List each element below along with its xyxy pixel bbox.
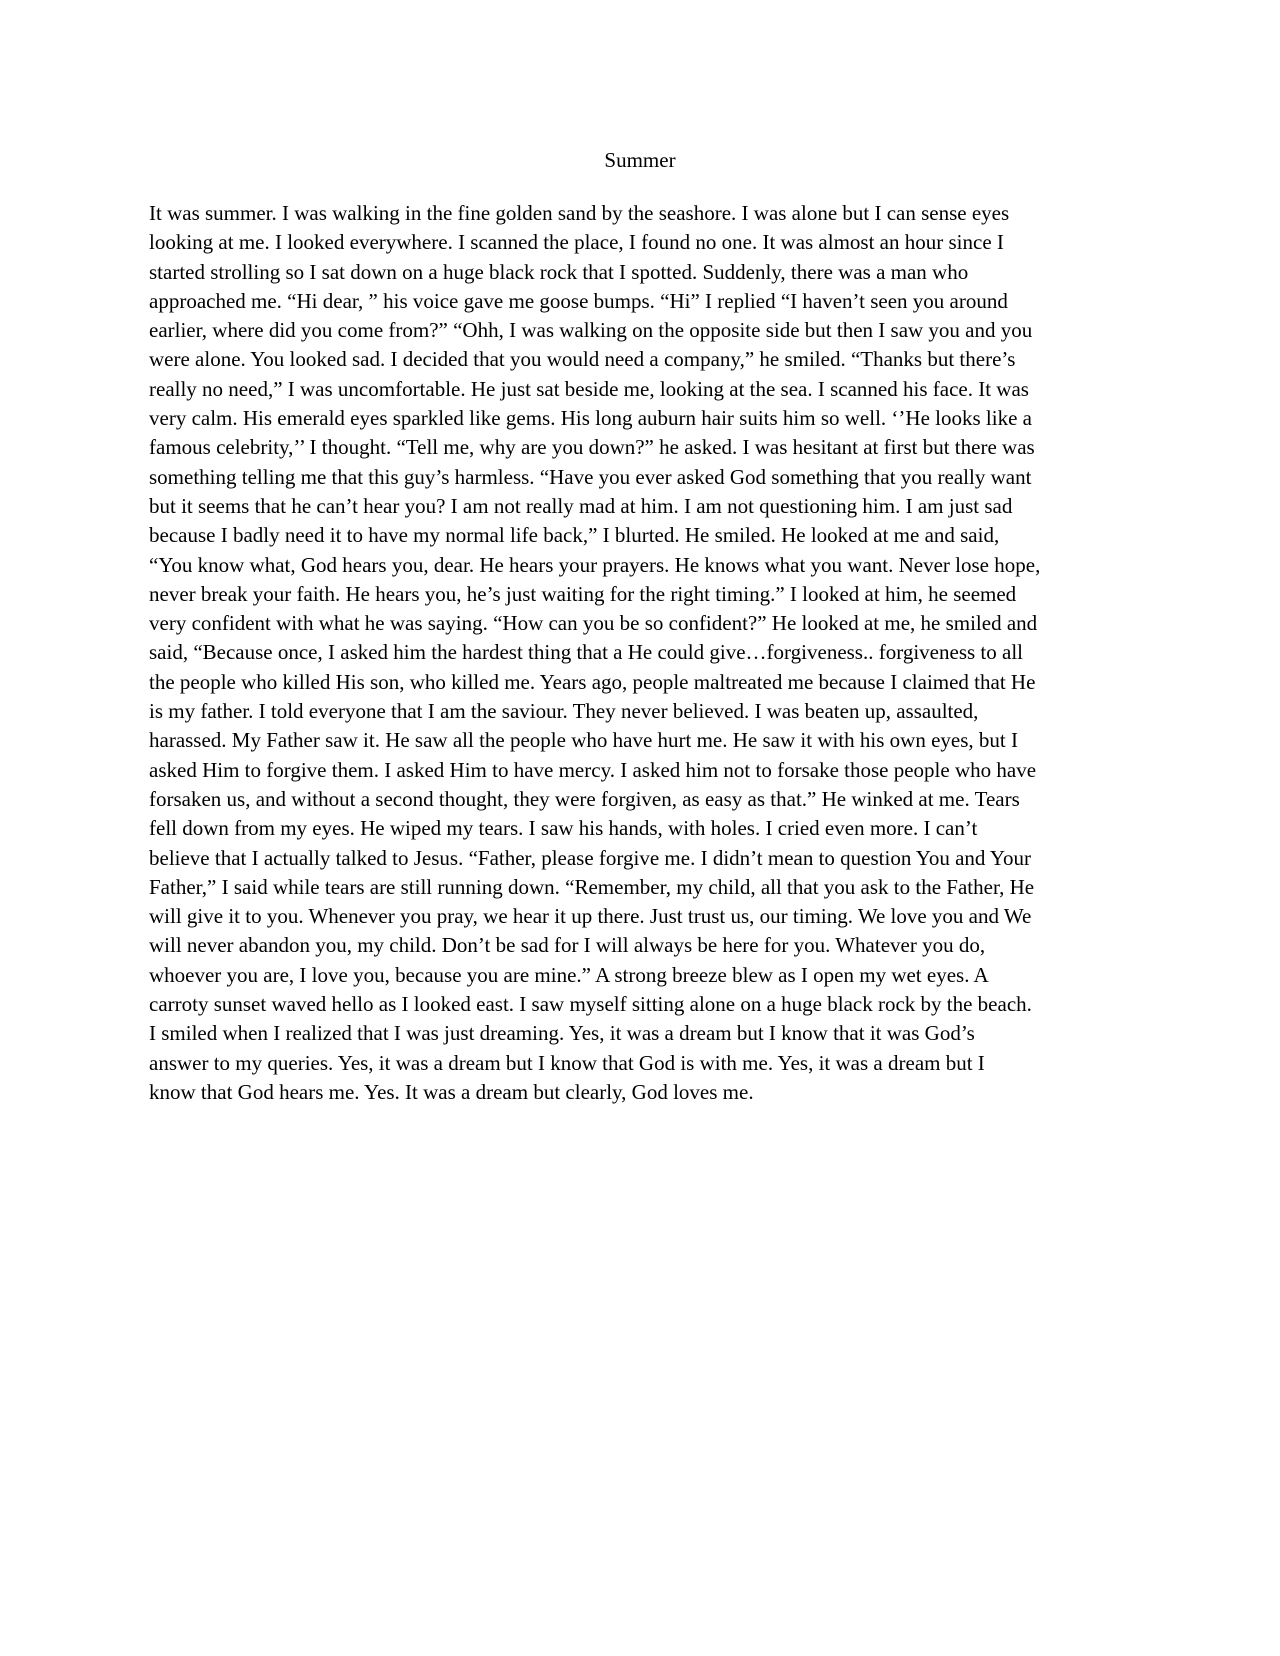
body-line: never break your faith. He hears you, he’s just waiting for the right timing.” I looked at him, he seemed bbox=[149, 581, 1017, 606]
body-line: approached me. “Hi dear, ” his voice gave me goose bumps. “Hi” I replied “I haven’t seen you around bbox=[149, 288, 1008, 313]
body-line: were alone. You looked sad. I decided that you would need a company,” he smiled. “Thanks but there’s bbox=[149, 347, 1016, 372]
body-line: know that God hears me. Yes. It was a dream but clearly, God loves me. bbox=[149, 1079, 754, 1104]
body-line: forsaken us, and without a second thought, they were forgiven, as easy as that.” He winked at me. Tears bbox=[149, 786, 1020, 811]
body-line: will never abandon you, my child. Don’t be sad for I will always be here for you. Whatever you do, bbox=[149, 933, 986, 958]
body-line: famous celebrity,’’ I thought. “Tell me, why are you down?” he asked. I was hesitant at first but there was bbox=[149, 435, 1035, 460]
body-line: very confident with what he was saying. “How can you be so confident?” He looked at me, he smiled and bbox=[149, 611, 1038, 636]
body-line: the people who killed His son, who killed me. Years ago, people maltreated me because I claimed that He bbox=[149, 669, 1036, 694]
body-line: something telling me that this guy’s harmless. “Have you ever asked God something that you really want bbox=[149, 464, 1032, 489]
body-line: but it seems that he can’t hear you? I am not really mad at him. I am not questioning him. I am just sad bbox=[149, 493, 1013, 518]
body-line: started strolling so I sat down on a huge black rock that I spotted. Suddenly, there was a man who bbox=[149, 259, 969, 284]
body-line: really no need,” I was uncomfortable. He just sat beside me, looking at the sea. I scanned his face. It was bbox=[149, 376, 1029, 401]
body-line: looking at me. I looked everywhere. I scanned the place, I found no one. It was almost an hour since I bbox=[149, 230, 1004, 255]
body-line: very calm. His emerald eyes sparkled like gems. His long auburn hair suits him so well. ‘’He looks like a bbox=[149, 406, 1032, 431]
body-line: I smiled when I realized that I was just dreaming. Yes, it was a dream but I know that it was God’s bbox=[149, 1021, 975, 1046]
document-body bbox=[149, 199, 1134, 1107]
body-line: “You know what, God hears you, dear. He hears your prayers. He knows what you want. Never lose hope, bbox=[149, 552, 1041, 577]
body-line: is my father. I told everyone that I am the saviour. They never believed. I was beaten up, assaulted, bbox=[149, 699, 979, 724]
body-line: earlier, where did you come from?” “Ohh, I was walking on the opposite side but then I saw you and you bbox=[149, 318, 1033, 343]
document-title: Summer bbox=[604, 148, 676, 172]
body-line: fell down from my eyes. He wiped my tears. I saw his hands, with holes. I cried even more. I can’t bbox=[149, 816, 978, 841]
body-line: harassed. My Father saw it. He saw all the people who have hurt me. He saw it with his own eyes, but I bbox=[149, 728, 1018, 753]
body-line: carroty sunset waved hello as I looked east. I saw myself sitting alone on a huge black rock by the beach. bbox=[149, 992, 1032, 1017]
body-line: answer to my queries. Yes, it was a dream but I know that God is with me. Yes, it was a dream but I bbox=[149, 1050, 985, 1075]
body-line: said, “Because once, I asked him the hardest thing that a He could give…forgiveness.. forgiveness to all bbox=[149, 640, 1023, 665]
body-line: will give it to you. Whenever you pray, we hear it up there. Just trust us, our timing. We love you and We bbox=[149, 904, 1032, 929]
body-line: asked Him to forgive them. I asked Him to have mercy. I asked him not to forsake those people who have bbox=[149, 757, 1037, 782]
body-line: because I badly need it to have my normal life back,” I blurted. He smiled. He looked at me and said, bbox=[149, 523, 1000, 548]
body-line: believe that I actually talked to Jesus. “Father, please forgive me. I didn’t mean to question You and Your bbox=[149, 845, 1031, 870]
body-line: Father,” I said while tears are still running down. “Remember, my child, all that you ask to the Father, He bbox=[149, 874, 1035, 899]
body-line: It was summer. I was walking in the fine golden sand by the seashore. I was alone but I can sense eyes bbox=[149, 201, 1010, 225]
body-line: whoever you are, I love you, because you are mine.” A strong breeze blew as I open my wet eyes. A bbox=[149, 962, 989, 987]
